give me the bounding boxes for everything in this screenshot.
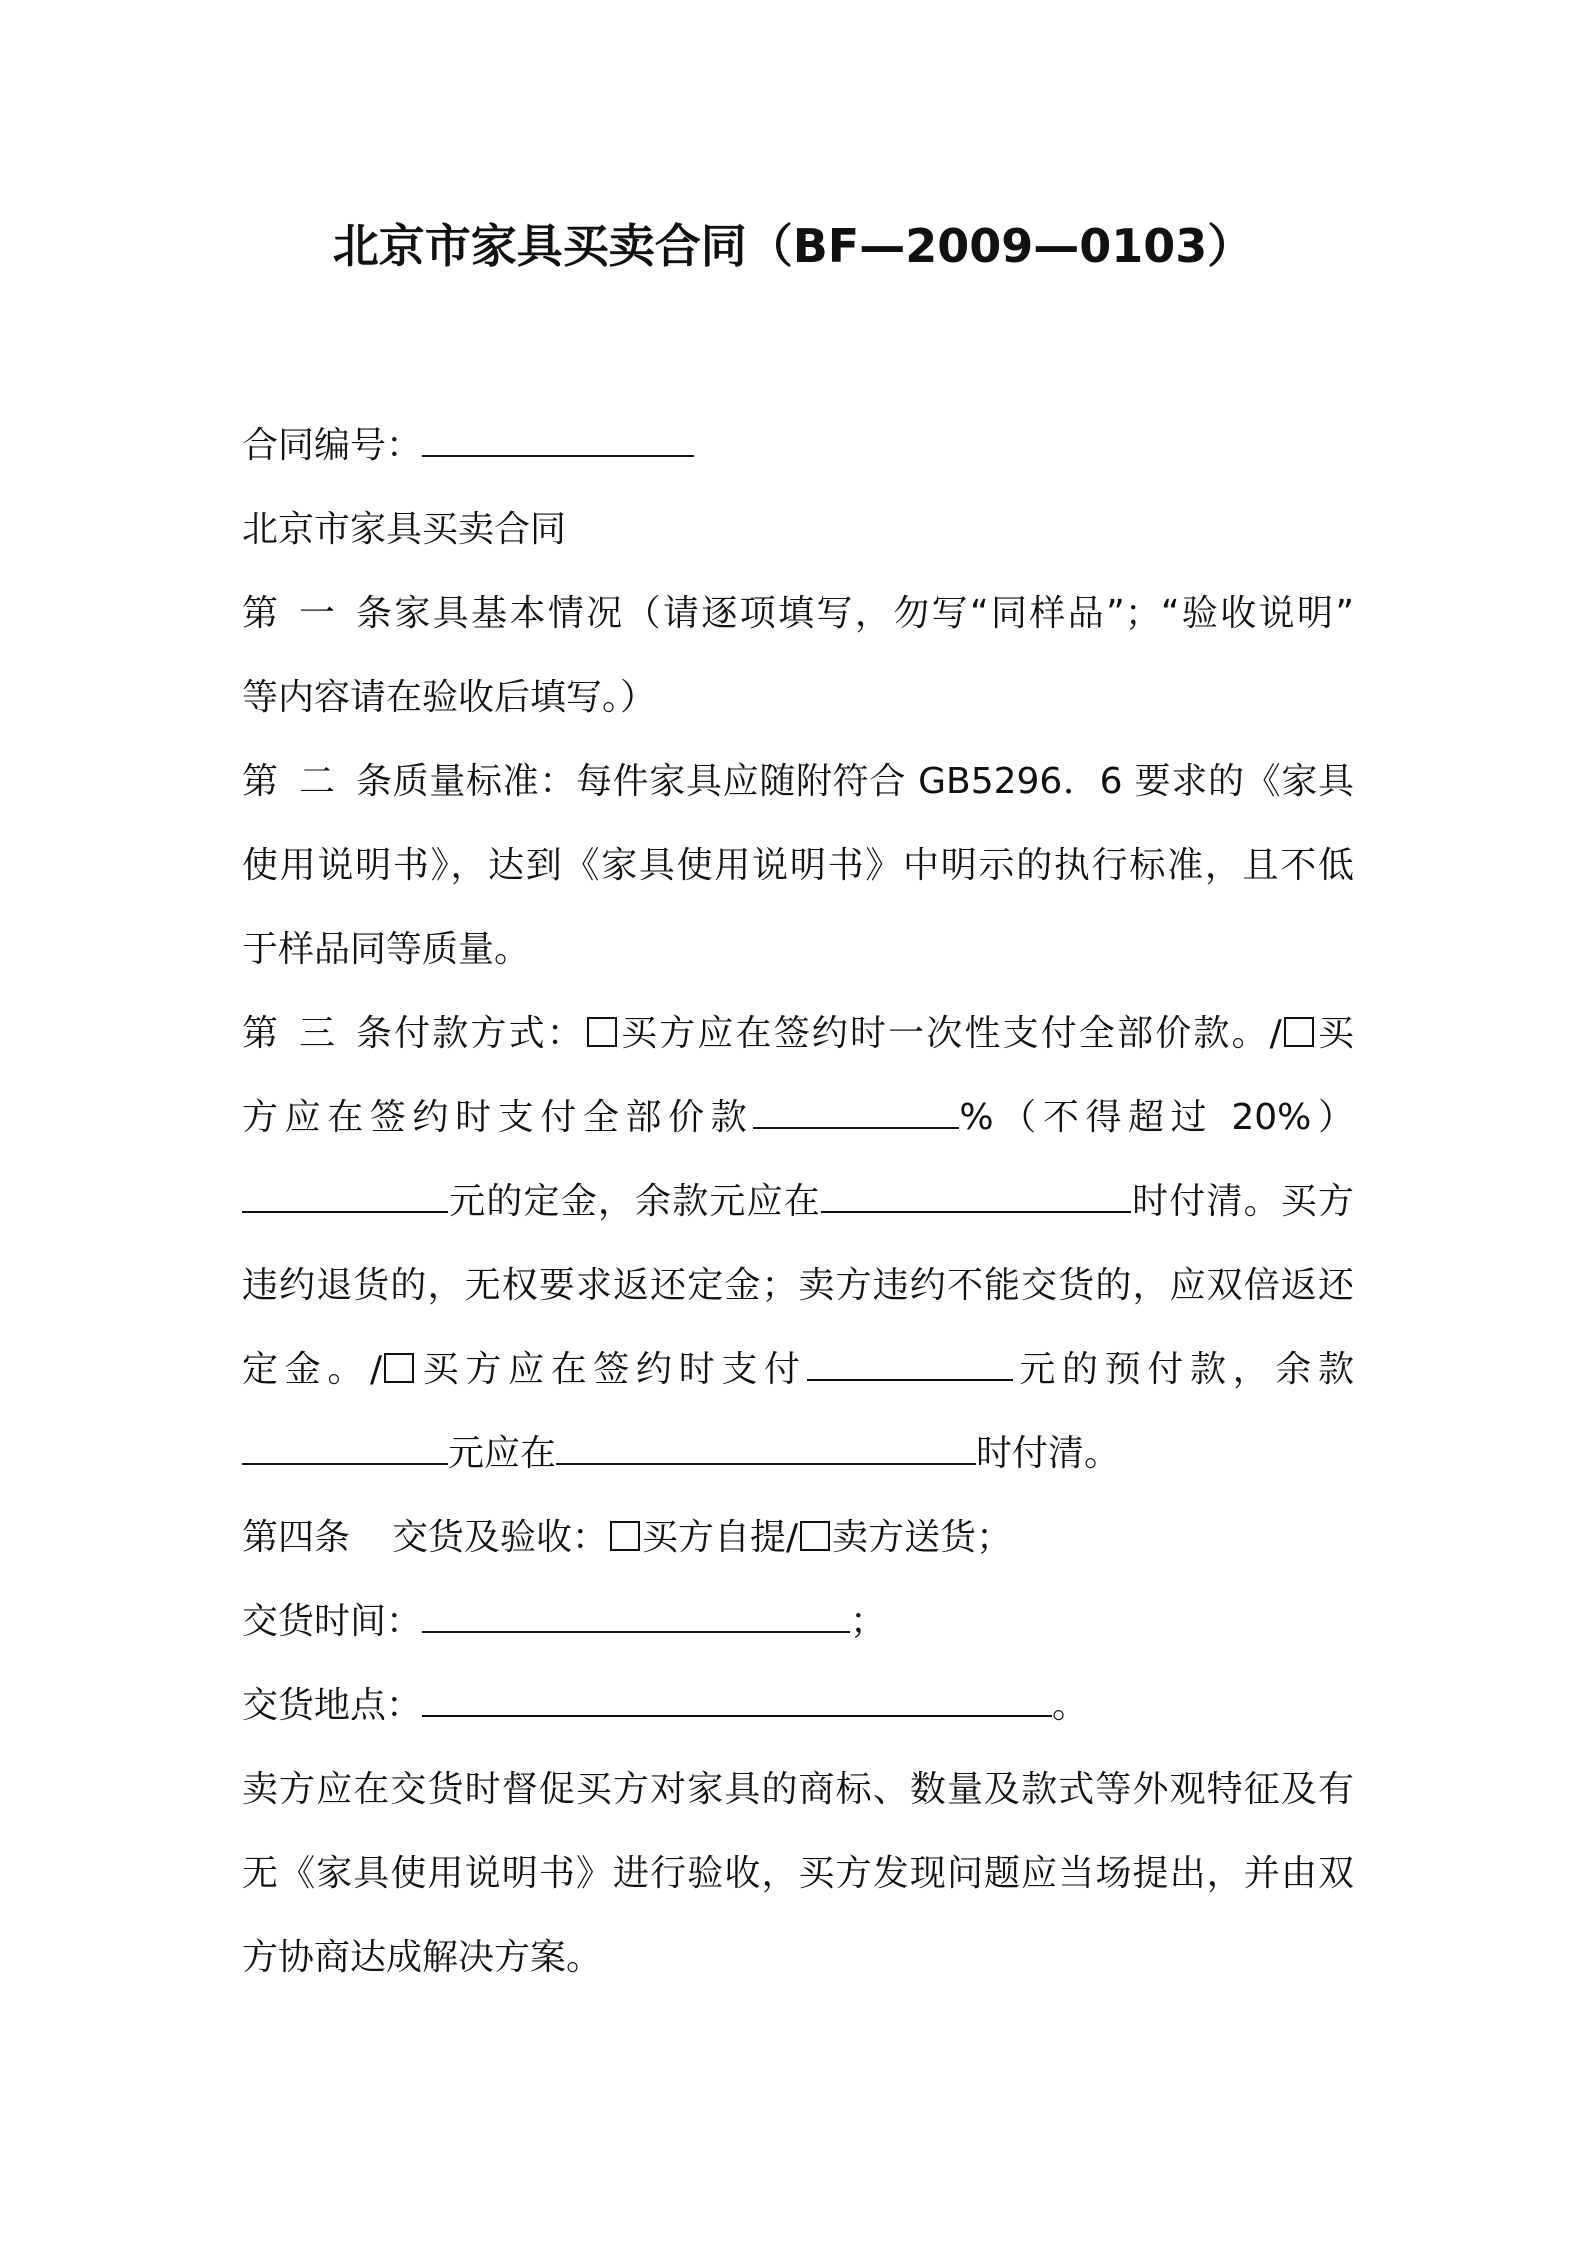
option-full-payment-text: 买方应在签约时一次性支付全部价款。/ bbox=[618, 1013, 1282, 1054]
deposit-percent-blank[interactable] bbox=[753, 1097, 959, 1129]
inspection-text-1: 卖方应在交货时督促买方对家具的商标、数量及款式等外观特征及有 bbox=[242, 1769, 1354, 1810]
checkbox-prepayment[interactable] bbox=[384, 1353, 414, 1383]
article3-heading: 第三条 bbox=[242, 1013, 392, 1054]
article4-line1 bbox=[242, 1496, 1354, 1580]
checkbox-deposit[interactable] bbox=[1284, 1017, 1314, 1047]
article2-line1 bbox=[242, 740, 1354, 824]
delivery-time-label: 交货时间： bbox=[242, 1601, 423, 1642]
prepayment-due-text: 元应在 bbox=[448, 1433, 557, 1474]
subtitle: 北京市家具买卖合同 bbox=[242, 509, 567, 550]
prepayment-amount-blank[interactable] bbox=[807, 1349, 1013, 1381]
delivery-place-end: 。 bbox=[1052, 1685, 1089, 1726]
checkbox-seller-delivery[interactable] bbox=[800, 1521, 830, 1551]
article3-line2 bbox=[242, 1076, 1354, 1160]
contract-number-label: 合同编号： bbox=[242, 425, 423, 466]
article3-line6 bbox=[242, 1412, 1354, 1496]
option-deposit-text-start: 买 bbox=[1315, 1013, 1354, 1054]
article3-line4: 违约退货的，无权要求返还定金；卖方违约不能交货的，应双倍返还 bbox=[242, 1265, 1354, 1306]
article4-heading: 第四条 bbox=[242, 1517, 351, 1558]
prepayment-paid-text: 时付清。 bbox=[976, 1433, 1121, 1474]
contract-number-line bbox=[242, 404, 1354, 488]
delivery-time-line bbox=[242, 1580, 1354, 1664]
checkbox-full-payment[interactable] bbox=[587, 1017, 617, 1047]
article1-text-1: 家具基本情况（请逐项填写，勿写“同样品”；“验收说明” bbox=[392, 593, 1354, 634]
deposit-end-text: 定金。/ bbox=[242, 1349, 383, 1390]
delivery-place-line bbox=[242, 1664, 1354, 1748]
balance-due-text: 时付清。买方 bbox=[1130, 1181, 1354, 1222]
article3-line1 bbox=[242, 992, 1354, 1076]
prepayment-text: 买方应在签约时支付 bbox=[416, 1349, 807, 1390]
prepayment-balance-text: 元的预付款，余款 bbox=[1012, 1349, 1354, 1390]
delivery-time-blank[interactable] bbox=[422, 1601, 850, 1633]
prepayment-due-time-blank[interactable] bbox=[556, 1433, 976, 1465]
article1-line1 bbox=[242, 572, 1354, 656]
self-pickup-text: 买方自提/ bbox=[642, 1517, 799, 1558]
balance-due-time-blank[interactable] bbox=[821, 1181, 1131, 1213]
deposit-text: 方应在签约时支付全部价款 bbox=[242, 1097, 754, 1138]
deposit-amount-text: 元的定金，余款元应在 bbox=[448, 1181, 821, 1222]
prepayment-balance-blank[interactable] bbox=[242, 1433, 448, 1465]
delivery-label: 交货及验收： bbox=[392, 1517, 609, 1558]
inspection-text-3: 方协商达成解决方案。 bbox=[242, 1937, 603, 1978]
article1-text-2: 等内容请在验收后填写。） bbox=[242, 677, 657, 718]
article3-line5 bbox=[242, 1328, 1354, 1412]
article3-line3 bbox=[242, 1160, 1354, 1244]
document-title: 北京市家具买卖合同（BF—2009—0103） bbox=[332, 219, 1254, 273]
delivery-time-end: ； bbox=[850, 1601, 887, 1642]
inspection-text-2: 无《家具使用说明书》进行验收，买方发现问题应当场提出，并由双 bbox=[242, 1853, 1354, 1894]
delivery-place-label: 交货地点： bbox=[242, 1685, 423, 1726]
article2-text-2: 使用说明书》，达到《家具使用说明书》中明示的执行标准，且不低 bbox=[242, 845, 1354, 886]
deposit-amount-blank[interactable] bbox=[242, 1181, 448, 1213]
article2-text-3: 于样品同等质量。 bbox=[242, 929, 531, 970]
article2-heading: 第二条 bbox=[242, 761, 392, 802]
article2-text-1: 质量标准：每件家具应随附符合 GB5296．6 要求的《家具 bbox=[392, 761, 1354, 802]
delivery-place-blank[interactable] bbox=[422, 1685, 1052, 1717]
checkbox-self-pickup[interactable] bbox=[610, 1521, 640, 1551]
contract-number-blank[interactable] bbox=[422, 425, 694, 457]
document-body bbox=[242, 404, 1354, 2000]
deposit-limit-text: %（不得超过 20%） bbox=[959, 1097, 1354, 1138]
article1-heading: 第一条 bbox=[242, 593, 392, 634]
seller-delivery-text: 卖方送货； bbox=[832, 1517, 1013, 1558]
payment-method-label: 付款方式： bbox=[392, 1013, 585, 1054]
